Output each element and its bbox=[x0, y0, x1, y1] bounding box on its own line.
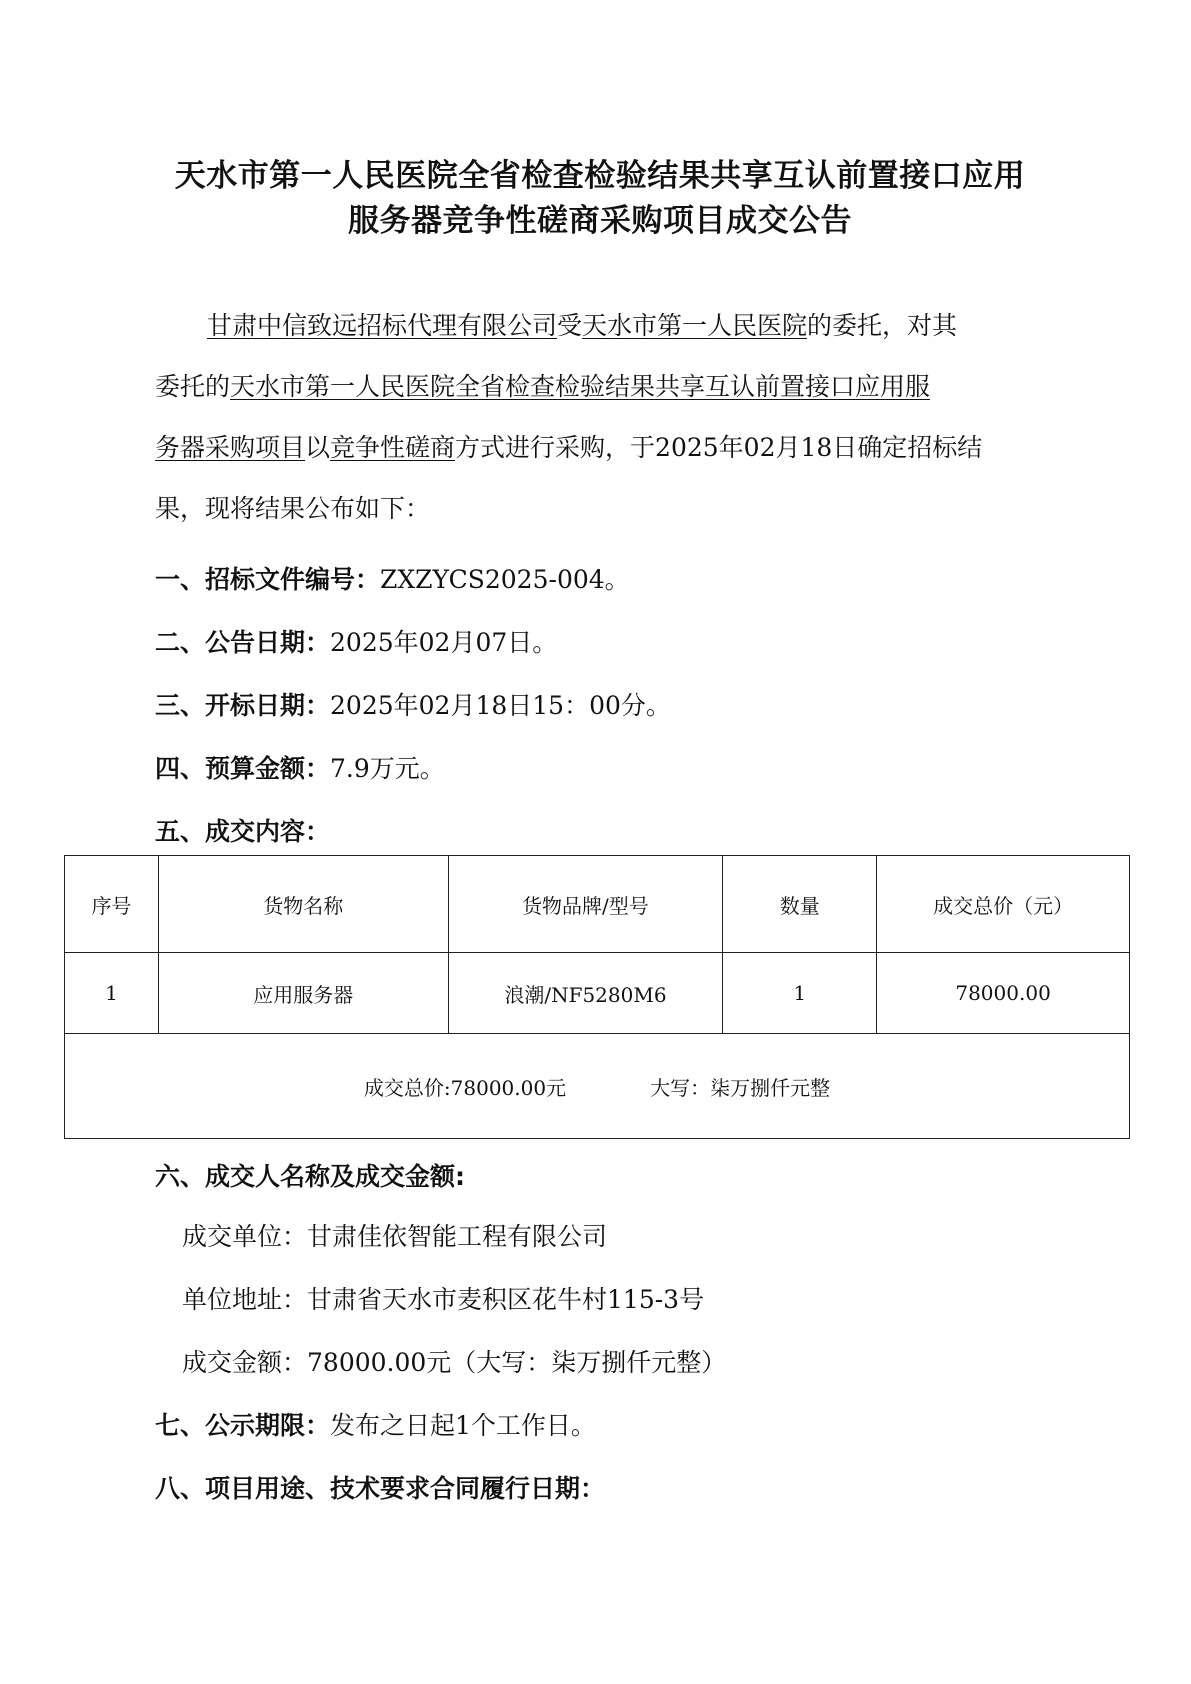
section-7: 七、公示期限：发布之日起1个工作日。 bbox=[155, 1411, 596, 1440]
section-2: 二、公告日期：2025年02月07日。 bbox=[155, 628, 558, 657]
bid-document-number: ZXZYCS2025-004。 bbox=[380, 565, 630, 594]
cell-brand-model: 浪潮/NF5280M6 bbox=[448, 953, 723, 1034]
total-cell bbox=[65, 1034, 1130, 1139]
col-header-index: 序号 bbox=[65, 856, 159, 953]
section-5: 五、成交内容： bbox=[155, 817, 331, 846]
publicity-period: 发布之日起1个工作日。 bbox=[330, 1411, 596, 1440]
section-8: 八、项目用途、技术要求合同履行日期： bbox=[155, 1474, 606, 1503]
agency-name: 甘肃中信致远招标代理有限公司 bbox=[207, 311, 558, 340]
section-6: 六、成交人名称及成交金额: bbox=[155, 1162, 465, 1191]
total-amount-uppercase: 大写：柒万捌仟元整 bbox=[650, 1075, 831, 1100]
document-title-line-2: 服务器竞争性磋商采购项目成交公告 bbox=[348, 203, 852, 239]
table-total-row bbox=[65, 1034, 1130, 1139]
project-name-part2: 务器采购项目 bbox=[155, 433, 306, 462]
winner-amount-value: 78000.00元（大写：柒万捌仟元整） bbox=[307, 1348, 727, 1377]
table-header-row bbox=[65, 856, 1130, 953]
intro-line-3: 务器采购项目以竞争性磋商方式进行采购，于2025年02月18日确定招标结 bbox=[155, 433, 983, 462]
winner-amount: 成交金额：78000.00元（大写：柒万捌仟元整） bbox=[182, 1348, 727, 1377]
budget-amount: 7.9万元。 bbox=[330, 754, 445, 783]
document-title-line-1: 天水市第一人民医院全省检查检验结果共享互认前置接口应用 bbox=[174, 158, 1026, 194]
col-header-goods-name: 货物名称 bbox=[158, 856, 448, 953]
col-header-brand-model: 货物品牌/型号 bbox=[448, 856, 723, 953]
total-amount-text: 成交总价:78000.00元 bbox=[363, 1075, 567, 1100]
winner-address-value: 甘肃省天水市麦积区花牛村115-3号 bbox=[307, 1285, 705, 1314]
section-4: 四、预算金额：7.9万元。 bbox=[155, 754, 445, 783]
intro-line-4: 果，现将结果公布如下： bbox=[155, 494, 431, 523]
cell-total-price: 78000.00 bbox=[877, 953, 1130, 1034]
cell-goods-name: 应用服务器 bbox=[158, 953, 448, 1034]
intro-line-1: 甘肃中信致远招标代理有限公司受天水市第一人民医院的委托，对其 bbox=[207, 311, 958, 340]
bid-opening-date: 2025年02月18日15：00分。 bbox=[330, 691, 671, 720]
cell-index: 1 bbox=[65, 953, 159, 1034]
table-row bbox=[65, 953, 1130, 1034]
section-3: 三、开标日期：2025年02月18日15：00分。 bbox=[155, 691, 671, 720]
announcement-date: 2025年02月07日。 bbox=[330, 628, 558, 657]
deal-content-table bbox=[64, 855, 1130, 1139]
procurement-method: 竞争性磋商 bbox=[330, 433, 456, 462]
col-header-total-price: 成交总价（元） bbox=[877, 856, 1130, 953]
project-name-part1: 天水市第一人民医院全省检查检验结果共享互认前置接口应用服 bbox=[230, 372, 931, 401]
winner-unit-value: 甘肃佳依智能工程有限公司 bbox=[307, 1222, 608, 1251]
winner-unit: 成交单位：甘肃佳依智能工程有限公司 bbox=[182, 1222, 608, 1251]
hospital-name: 天水市第一人民医院 bbox=[582, 311, 808, 340]
winner-address: 单位地址：甘肃省天水市麦积区花牛村115-3号 bbox=[182, 1285, 705, 1314]
intro-paragraph bbox=[155, 295, 1035, 539]
intro-line-2: 委托的天水市第一人民医院全省检查检验结果共享互认前置接口应用服 bbox=[155, 372, 931, 401]
section-1: 一、招标文件编号：ZXZYCS2025-004。 bbox=[155, 565, 630, 594]
col-header-quantity: 数量 bbox=[723, 856, 877, 953]
cell-quantity: 1 bbox=[723, 953, 877, 1034]
